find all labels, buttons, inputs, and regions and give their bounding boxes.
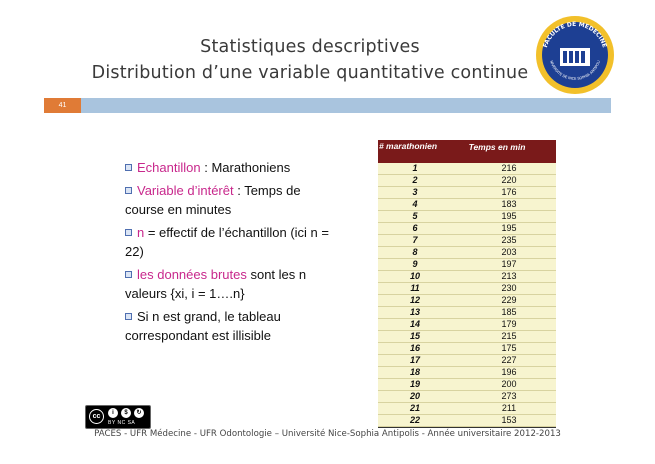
cell-marathonien: 17 [409, 355, 420, 365]
cell-temps: 179 [501, 319, 517, 329]
cc-icon: cc [89, 409, 104, 424]
bullet-item: les données brutes sont les n valeurs {xi, i = 1….n} [125, 267, 307, 301]
page-number-badge [44, 98, 81, 113]
slide-title [60, 34, 560, 86]
table-header [378, 140, 556, 163]
license-label: BY NC SA [108, 420, 136, 426]
cell-marathonien: 12 [409, 295, 420, 305]
cell-marathonien: 9 [412, 259, 418, 269]
cell-temps: 195 [501, 223, 517, 233]
table-row [378, 379, 556, 391]
cell-temps: 195 [501, 211, 517, 221]
cell-temps: 213 [501, 271, 517, 281]
table-row [378, 343, 556, 355]
header-bar [81, 98, 611, 113]
cell-temps: 227 [501, 355, 517, 365]
cell-temps: 203 [501, 247, 517, 257]
bullet-square-icon [125, 164, 132, 171]
column-header-id: # marathonien [378, 141, 438, 151]
bullet-item: n = effectif de l’échantillon (ici n = 22) [125, 225, 329, 259]
table-row [378, 331, 556, 343]
cell-marathonien: 13 [409, 307, 420, 317]
cell-temps: 183 [501, 199, 517, 209]
title-line-2: Distribution d’une variable quantitative continue [91, 63, 529, 83]
table-row [378, 235, 556, 247]
cell-temps: 216 [501, 163, 517, 173]
cell-marathonien: 1 [412, 163, 418, 173]
cell-marathonien: 7 [412, 235, 418, 245]
cell-marathonien: 19 [409, 379, 420, 389]
table-row [378, 187, 556, 199]
table-row [378, 199, 556, 211]
cell-marathonien: 10 [409, 271, 420, 281]
table-row [378, 247, 556, 259]
cell-temps: 273 [501, 391, 517, 401]
cell-temps: 197 [501, 259, 517, 269]
table-row [378, 259, 556, 271]
table-row [378, 295, 556, 307]
bullet-item: Variable d’intérêt : Temps de course en minutes [125, 183, 301, 217]
cell-temps: 200 [501, 379, 517, 389]
footer-text: PACES - UFR Médecine - UFR Odontologie – Université Nice-Sophia Antipolis - Année universitaire 2012-2013 [94, 429, 561, 439]
bullet-square-icon [125, 229, 132, 236]
svg-text:UNIVERSITE DE NICE SOPHIA ANTI: NIVERSITE DE NICE SOPHIA ANTIPOLI [549, 59, 602, 81]
cell-temps: 196 [501, 367, 517, 377]
table-row [378, 307, 556, 319]
table-row [378, 403, 556, 415]
page-number: 41 [58, 102, 67, 109]
cell-marathonien: 14 [409, 319, 420, 329]
table-row [378, 271, 556, 283]
cell-marathonien: 4 [412, 199, 418, 209]
cell-temps: 176 [501, 187, 517, 197]
creative-commons-badge [85, 405, 151, 429]
bullet-list [125, 158, 340, 349]
table-row [378, 175, 556, 187]
table-row [378, 211, 556, 223]
cell-temps: 220 [501, 175, 517, 185]
table-row [378, 367, 556, 379]
table-row [378, 391, 556, 403]
nc-icon: $ [121, 408, 131, 418]
cell-temps: 185 [501, 307, 517, 317]
cell-marathonien: 3 [412, 187, 418, 197]
table-row [378, 283, 556, 295]
cell-marathonien: 22 [409, 415, 420, 425]
by-icon: i [108, 408, 118, 418]
bullet-square-icon [125, 271, 132, 278]
faculty-logo [534, 14, 616, 96]
cell-temps: 230 [501, 283, 517, 293]
cell-temps: 215 [501, 331, 517, 341]
cell-marathonien: 5 [412, 211, 418, 221]
table-row [378, 355, 556, 367]
table-row [378, 415, 556, 427]
cell-marathonien: 11 [410, 283, 420, 293]
cell-marathonien: 15 [409, 331, 420, 341]
table-body [378, 163, 556, 427]
cell-temps: 153 [501, 415, 517, 425]
table-row [378, 223, 556, 235]
cell-marathonien: 16 [409, 343, 420, 353]
title-line-1: Statistiques descriptives [200, 37, 420, 57]
cell-marathonien: 20 [409, 391, 420, 401]
cell-marathonien: 6 [412, 223, 418, 233]
bullet-item: Si n est grand, le tableau correspondant est illisible [125, 309, 281, 343]
cell-marathonien: 21 [409, 403, 420, 413]
sa-icon: ↻ [134, 408, 144, 418]
data-table [378, 140, 556, 428]
bullet-item: Echantillon : Marathoniens [125, 158, 340, 177]
column-header-time: Temps en min [468, 142, 526, 152]
cell-marathonien: 2 [412, 175, 418, 185]
cell-marathonien: 8 [412, 247, 418, 257]
bullet-square-icon [125, 313, 132, 320]
bullet-square-icon [125, 187, 132, 194]
table-row [378, 319, 556, 331]
cell-temps: 235 [501, 235, 517, 245]
svg-text:FACULTE DE MEDECINE: FACULTE DE MEDECINE [542, 20, 608, 49]
cell-temps: 229 [501, 295, 517, 305]
cell-temps: 175 [501, 343, 517, 353]
cell-temps: 211 [501, 403, 517, 413]
cell-marathonien: 18 [409, 367, 420, 377]
table-row [378, 163, 556, 175]
